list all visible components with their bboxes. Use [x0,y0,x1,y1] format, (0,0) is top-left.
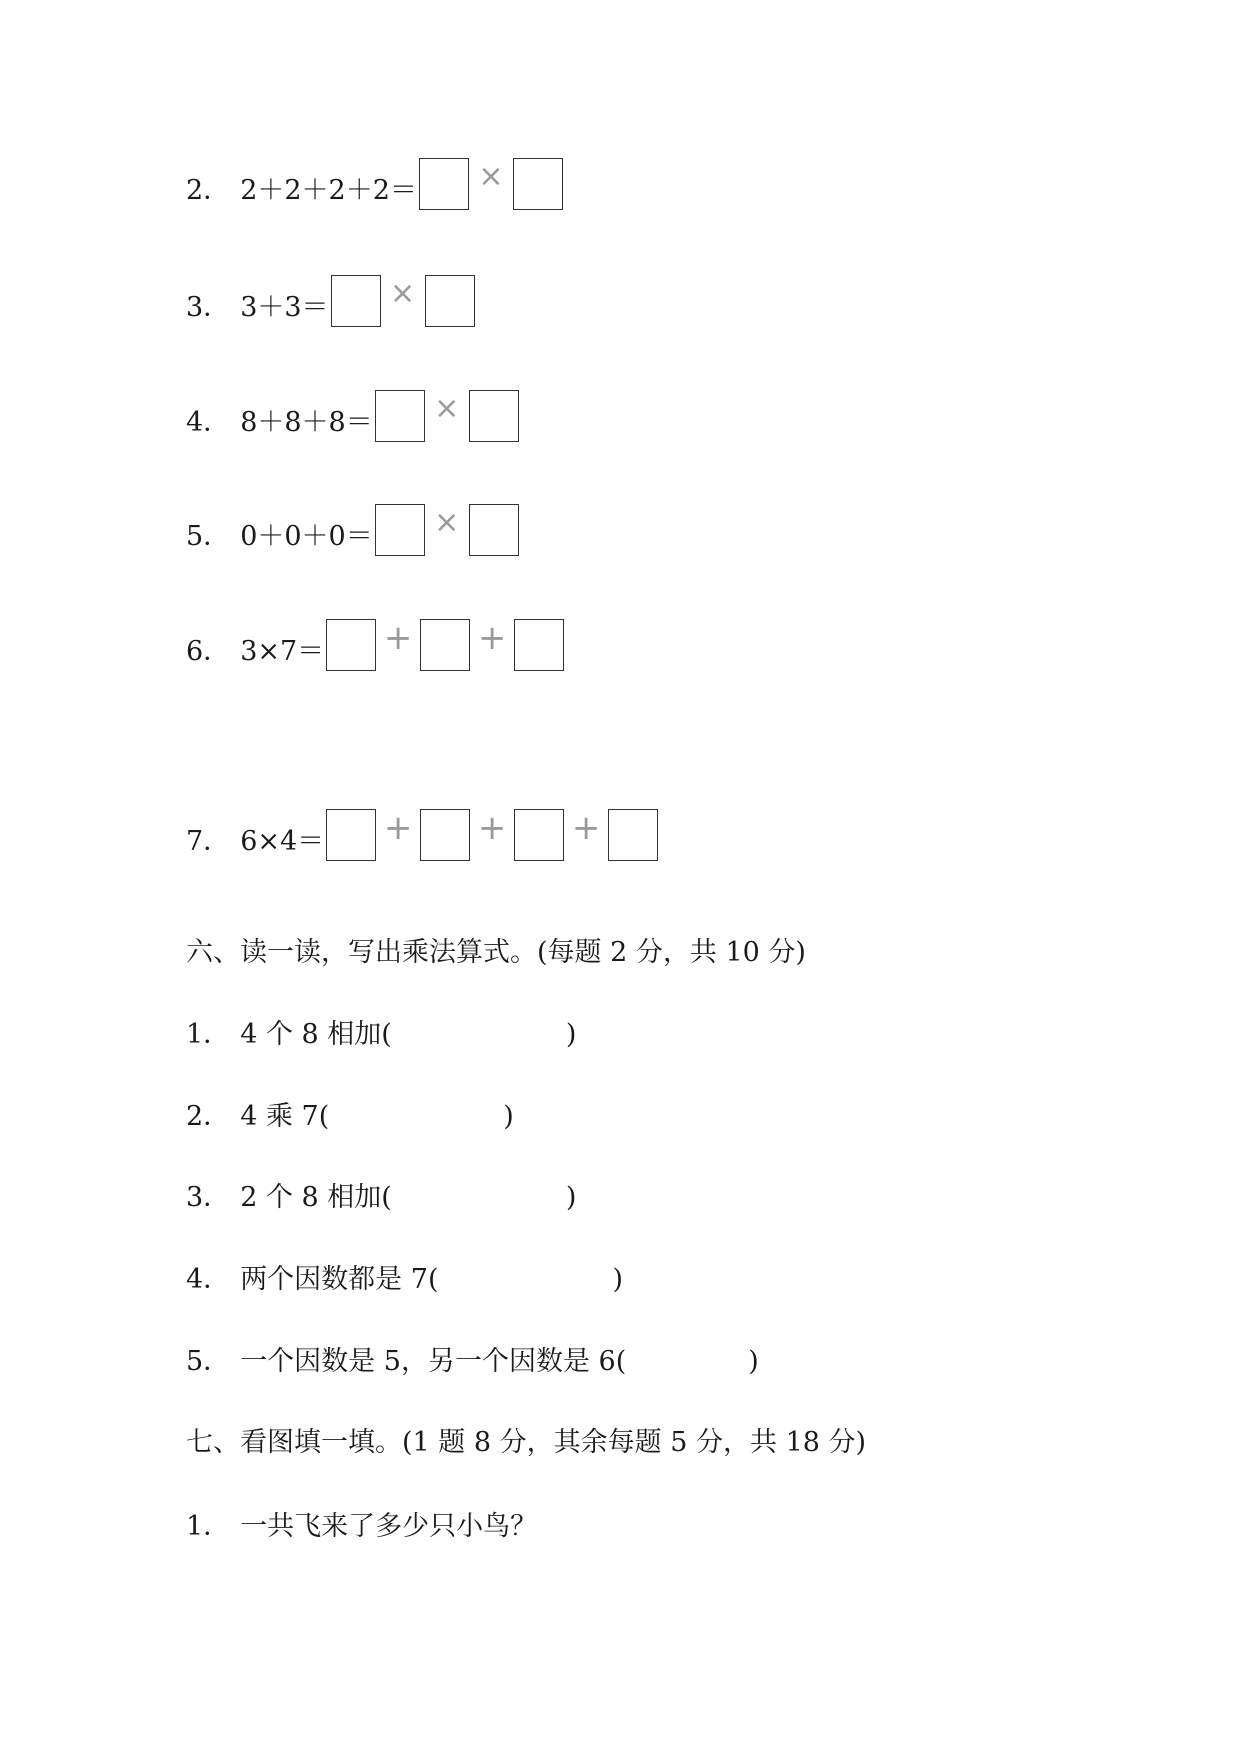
item-text: 4 个 8 相加( [240,1019,392,1050]
equation-row-2 [186,158,563,204]
times-sign: × [478,159,504,194]
plus-sign: + [383,618,413,658]
answer-box[interactable] [513,158,563,210]
answer-box[interactable] [420,619,470,671]
times-sign: × [434,391,460,426]
equation-text: 3×7＝ [240,636,325,667]
answer-box[interactable] [375,504,425,556]
answer-box[interactable] [514,619,564,671]
section-6-item-2 [186,1103,514,1130]
equation-row-4 [186,390,519,436]
equation-row-5 [186,504,519,550]
answer-box[interactable] [375,390,425,442]
equation-row-7 [186,809,658,855]
item-number: 2． [186,1101,231,1132]
plus-sign: + [477,808,507,848]
section-7-item-1 [186,1513,537,1540]
item-number: 3． [186,292,231,323]
section-6-item-5 [186,1348,759,1375]
section-6-item-1 [186,1021,576,1048]
close-paren: ) [565,1182,577,1213]
equation-row-6 [186,619,564,665]
item-text: 2 个 8 相加( [240,1182,392,1213]
close-paren: ) [565,1019,577,1050]
equation-text: 0＋0＋0＝ [240,521,373,552]
equation-text: 6×4＝ [240,826,325,857]
answer-box[interactable] [420,809,470,861]
answer-box[interactable] [419,158,469,210]
section-heading: 六、读一读，写出乘法算式。(每题 2 分，共 10 分) [186,937,806,968]
section-heading: 七、看图填一填。(1 题 8 分，其余每题 5 分，共 18 分) [186,1427,867,1458]
answer-box[interactable] [331,275,381,327]
item-number: 4． [186,407,231,438]
answer-box[interactable] [469,390,519,442]
times-sign: × [389,276,416,311]
plus-sign: + [477,618,507,658]
item-number: 5． [186,521,231,552]
item-number: 3． [186,1182,231,1213]
section-6-item-4 [186,1266,623,1293]
close-paren: ) [612,1264,624,1295]
section-7-heading [186,1429,866,1456]
plus-sign: + [383,808,413,848]
answer-box[interactable] [425,275,475,327]
close-paren: ) [503,1101,514,1132]
item-text: 一个因数是 5，另一个因数是 6( [240,1346,627,1377]
equation-row-3 [186,275,475,321]
section-6-heading [186,939,806,966]
answer-box[interactable] [514,809,564,861]
answer-box[interactable] [469,504,519,556]
item-number: 1． [186,1511,231,1542]
item-number: 6． [186,636,231,667]
answer-box[interactable] [326,809,376,861]
equation-text: 2＋2＋2＋2＝ [240,175,417,206]
item-number: 7． [186,826,231,857]
answer-box[interactable] [326,619,376,671]
item-number: 5． [186,1346,231,1377]
item-text: 4 乘 7( [240,1101,330,1132]
item-text: 一共飞来了多少只小鸟？ [240,1511,538,1542]
times-sign: × [434,505,460,540]
item-number: 1． [186,1019,231,1050]
item-text: 两个因数都是 7( [240,1264,439,1295]
item-number: 2． [186,175,231,206]
equation-text: 8＋8＋8＝ [240,407,373,438]
close-paren: ) [748,1346,759,1377]
item-number: 4． [186,1264,231,1295]
plus-sign: + [571,808,601,848]
answer-box[interactable] [608,809,658,861]
equation-text: 3＋3＝ [240,292,329,323]
section-6-item-3 [186,1184,576,1211]
